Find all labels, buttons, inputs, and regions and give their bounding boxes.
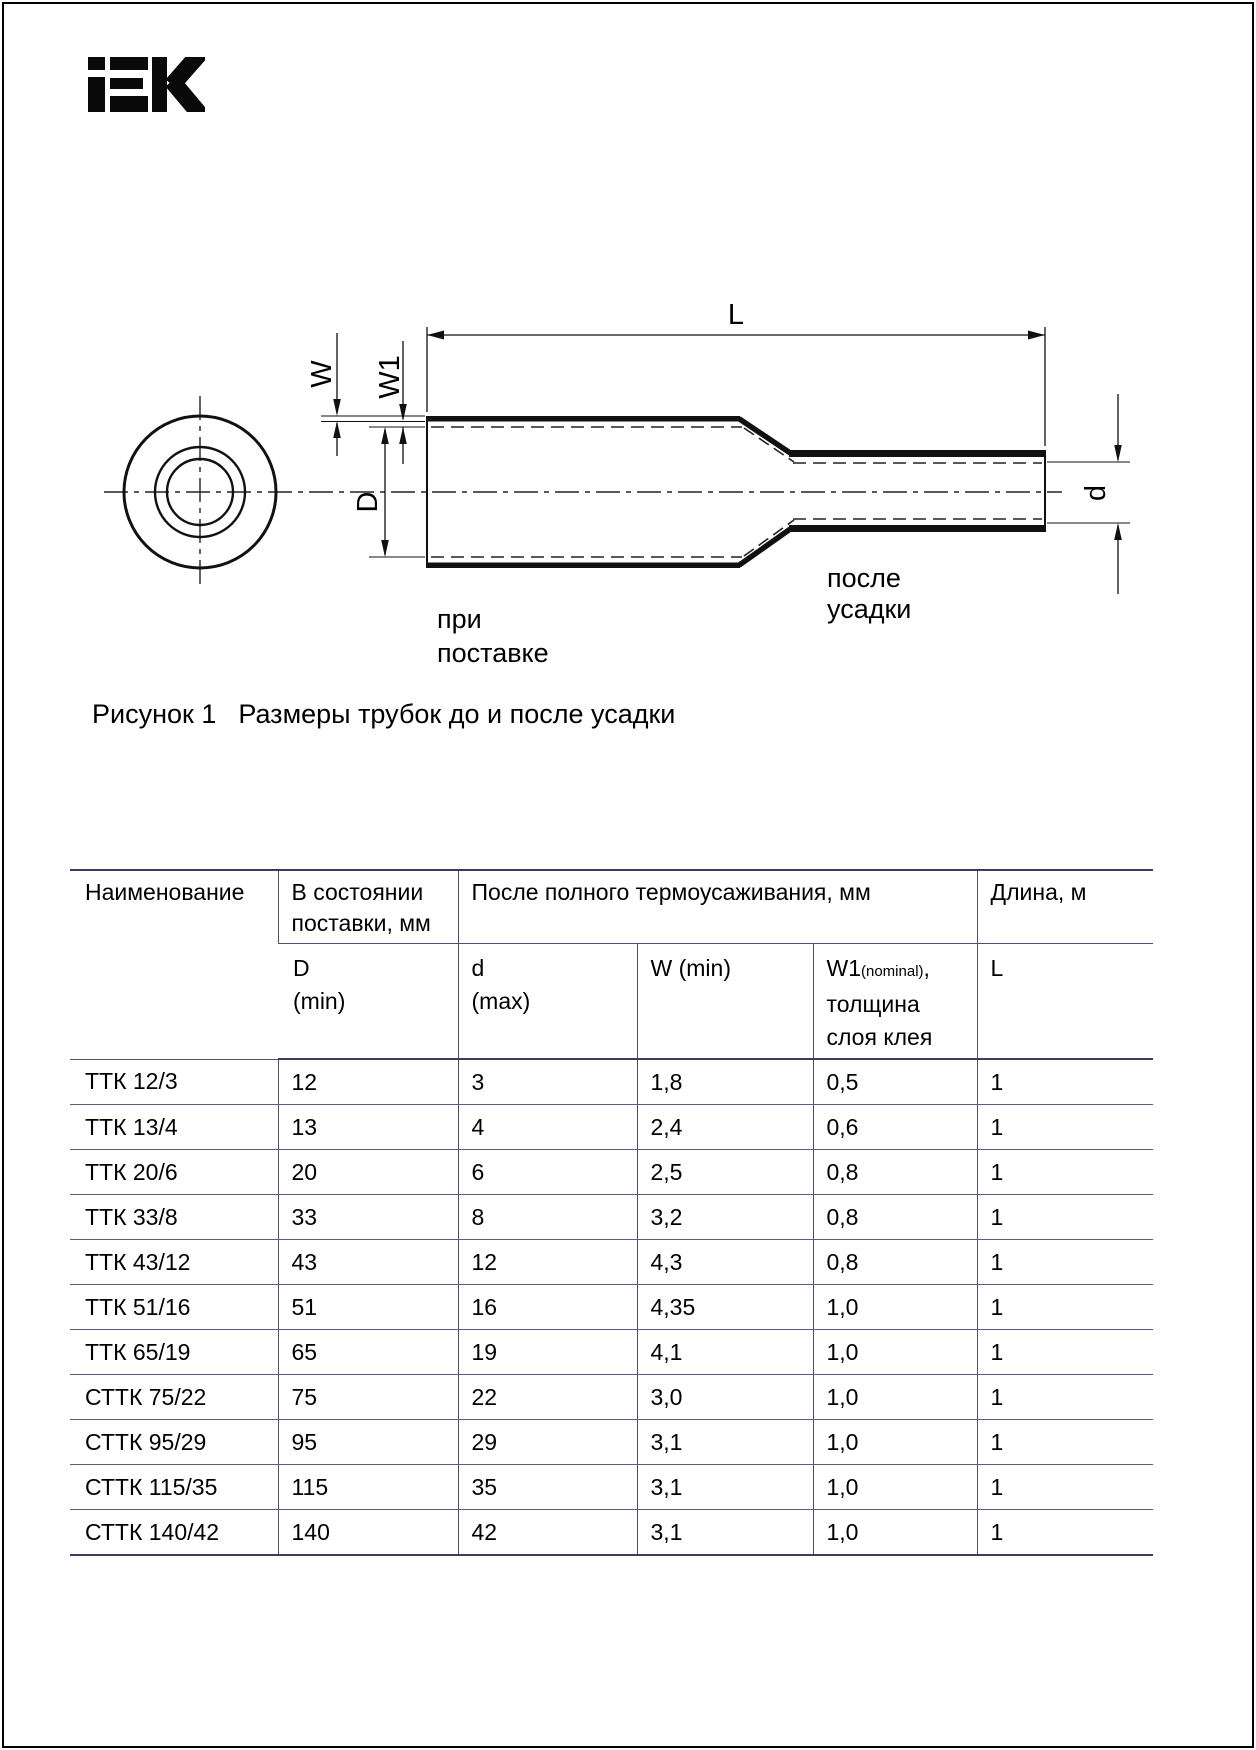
cell-name: СТТК 95/29: [70, 1420, 278, 1465]
cell-d-max: 4: [458, 1105, 637, 1150]
cell-w1: 1,0: [813, 1285, 977, 1330]
cell-w1: 0,8: [813, 1150, 977, 1195]
cell-w-min: 4,1: [637, 1330, 813, 1375]
cell-length: 1: [977, 1285, 1153, 1330]
svg-text:поставке: поставке: [437, 638, 549, 668]
w1-nominal-note: (nominal): [861, 963, 924, 980]
cell-name: СТТК 140/42: [85, 1518, 220, 1545]
tube-shrunk-section: [789, 450, 1045, 532]
cell-w-min: 4,3: [637, 1240, 813, 1285]
cell-d-max: 35: [458, 1465, 637, 1510]
cell-d-min: 65: [278, 1330, 458, 1375]
col-subheader-D-min: D (min): [278, 944, 458, 1060]
cell-length: 1: [977, 1150, 1153, 1195]
iek-logo: [88, 57, 205, 112]
cell-w1: 0,6: [813, 1105, 977, 1150]
cell-d-max: 29: [458, 1420, 637, 1465]
cell-name: ТТК 33/8: [70, 1195, 278, 1240]
dimension-W1-label: W1: [374, 355, 406, 399]
svg-text:усадки: усадки: [827, 594, 912, 624]
figure-caption-number: Рисунок 1: [92, 699, 217, 729]
cell-d-max: 6: [458, 1150, 637, 1195]
cell-name: ТТК 12/3: [70, 1059, 278, 1105]
table-row: [70, 1510, 1153, 1556]
spec-table: [70, 869, 1153, 1556]
col-header-after-shrink-group: После полного термоусаживания, мм: [458, 870, 977, 944]
state-supplied-label: [437, 604, 549, 668]
cell-d-max: 42: [458, 1510, 637, 1556]
cell-w1: 1,0: [813, 1330, 977, 1375]
cell-d-min: 13: [278, 1105, 458, 1150]
cell-d-max: 19: [458, 1330, 637, 1375]
figure-drawing: [0, 250, 1256, 680]
cell-d-min: 140: [278, 1510, 458, 1556]
cell-w-min: 1,8: [637, 1059, 813, 1105]
cell-length: 1: [977, 1330, 1153, 1375]
table-row: [70, 1375, 1153, 1420]
cell-length: 1: [977, 1375, 1153, 1420]
cell-d-max: 12: [458, 1240, 637, 1285]
cell-w1: 1,0: [813, 1510, 977, 1556]
cell-name: ТТК 20/6: [70, 1150, 278, 1195]
cell-d-max: 3: [458, 1059, 637, 1105]
cell-w1: 1,0: [813, 1465, 977, 1510]
cell-d-min: 43: [278, 1240, 458, 1285]
table-row: [70, 1105, 1153, 1150]
cell-length: 1: [977, 1240, 1153, 1285]
col-subheader-W-min: W (min): [637, 944, 813, 1060]
cell-w-min: 3,2: [637, 1195, 813, 1240]
cell-w-min: 2,5: [637, 1150, 813, 1195]
cell-length: 1: [977, 1510, 1153, 1556]
cell-name: СТТК 115/35: [70, 1465, 278, 1510]
cell-name: СТТК 75/22: [70, 1375, 278, 1420]
table-row: [70, 1150, 1153, 1195]
cell-d-min: 115: [278, 1465, 458, 1510]
figure-caption-text: Размеры трубок до и после усадки: [238, 699, 676, 729]
dimension-W-label: W: [306, 360, 338, 388]
cell-w1: 0,8: [813, 1240, 977, 1285]
cell-w-min: 3,0: [637, 1375, 813, 1420]
cell-w1: 1,0: [813, 1375, 977, 1420]
cell-w1: 1,0: [813, 1420, 977, 1465]
table-row: [70, 1420, 1153, 1465]
col-header-name: Наименование: [70, 870, 278, 1059]
dimension-d-label: d: [1080, 484, 1112, 502]
spec-table-header: [70, 870, 1153, 1059]
col-header-length-group: Длина, м: [977, 870, 1153, 944]
cell-d-min: 51: [278, 1285, 458, 1330]
svg-text:при: при: [437, 604, 482, 634]
cell-length: 1: [977, 1420, 1153, 1465]
cell-w-min: 2,4: [637, 1105, 813, 1150]
col-subheader-W1: W1(nominal), толщина слоя клея: [813, 944, 977, 1060]
cell-d-max: 8: [458, 1195, 637, 1240]
state-shrunk-label: [827, 563, 911, 624]
dimension-L: [427, 327, 1045, 446]
cell-w-min: 4,35: [637, 1285, 813, 1330]
cell-d-max: 22: [458, 1375, 637, 1420]
cell-length: 1: [977, 1059, 1153, 1105]
col-header-supplied-group: В состоянии поставки, мм: [278, 870, 458, 944]
cell-w-min: 3,1: [637, 1510, 813, 1556]
cell-length: 1: [977, 1465, 1153, 1510]
col-subheader-L: L: [977, 944, 1153, 1060]
cell-w1: 0,8: [813, 1195, 977, 1240]
spec-table-body: [70, 1059, 1153, 1555]
cell-name: ТТК 51/16: [70, 1285, 278, 1330]
cell-name: ТТК 43/12: [70, 1240, 278, 1285]
cell-length: 1: [977, 1195, 1153, 1240]
table-row: [70, 1465, 1153, 1510]
table-row: [70, 1285, 1153, 1330]
cell-w1: 0,5: [813, 1059, 977, 1105]
cell-name: ТТК 65/19: [70, 1330, 278, 1375]
dimension-D-label: D: [352, 491, 384, 513]
cell-d-min: 33: [278, 1195, 458, 1240]
cell-d-min: 20: [278, 1150, 458, 1195]
cell-d-max: 16: [458, 1285, 637, 1330]
dimension-L-label: L: [727, 299, 745, 331]
table-row: [70, 1330, 1153, 1375]
cell-length: 1: [977, 1105, 1153, 1150]
cell-w-min: 3,1: [637, 1465, 813, 1510]
cell-d-min: 75: [278, 1375, 458, 1420]
svg-text:после: после: [827, 563, 901, 593]
table-row: [70, 1059, 1153, 1105]
figure-caption: [92, 699, 675, 730]
cell-d-min: 12: [278, 1059, 458, 1105]
cell-d-min: 95: [278, 1420, 458, 1465]
table-row: [70, 1195, 1153, 1240]
table-row: [70, 1240, 1153, 1285]
cell-name: ТТК 13/4: [70, 1105, 278, 1150]
col-subheader-d-max: d (max): [458, 944, 637, 1060]
cell-w-min: 3,1: [637, 1420, 813, 1465]
dimension-W: [321, 333, 425, 456]
iek-logo-letters: [88, 57, 203, 112]
